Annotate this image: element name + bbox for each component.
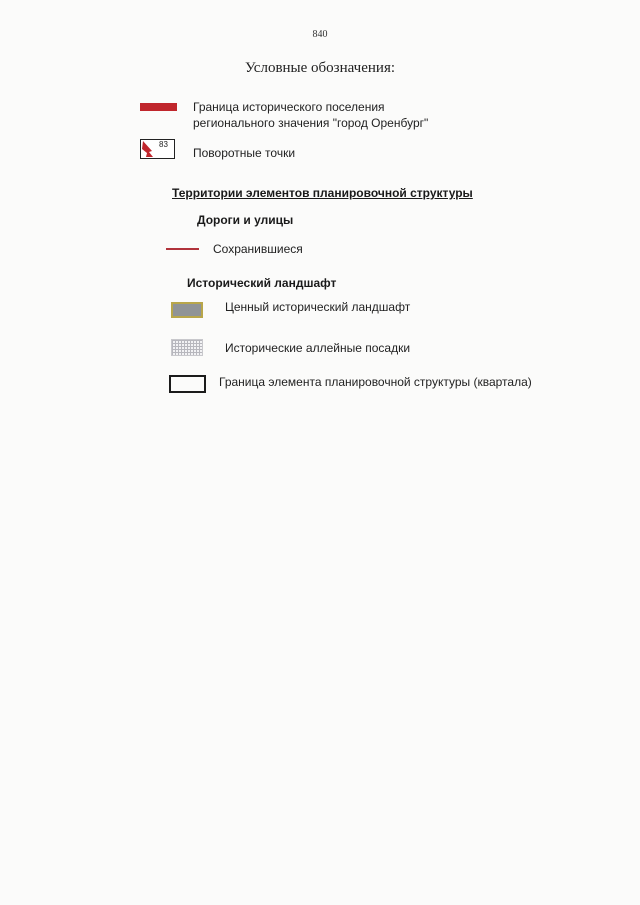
settlement-boundary-symbol — [140, 103, 177, 111]
roads-heading: Дороги и улицы — [197, 213, 294, 227]
page-number: 840 — [312, 29, 328, 40]
landscape-heading: Исторический ландшафт — [187, 276, 337, 290]
turning-point-number: 83 — [159, 140, 168, 149]
alley-plantings-symbol — [171, 339, 203, 356]
preserved-road-symbol — [166, 248, 199, 250]
legend-title: Условные обозначения: — [244, 60, 396, 76]
alley-plantings-label: Исторические аллейные посадки — [225, 341, 411, 355]
block-boundary-symbol — [169, 375, 206, 393]
settlement-boundary-label-line2: регионального значения "город Оренбург" — [193, 116, 429, 130]
turning-points-label: Поворотные точки — [193, 146, 296, 160]
valuable-landscape-symbol — [171, 302, 203, 318]
turning-point-icon — [140, 139, 175, 159]
valuable-landscape-label: Ценный исторический ландшафт — [225, 300, 411, 314]
preserved-roads-label: Сохранившиеся — [213, 242, 303, 256]
planning-structure-heading: Территории элементов планировочной структуры — [172, 186, 473, 200]
settlement-boundary-label-line1: Граница исторического поселения — [193, 100, 385, 114]
block-boundary-label: Граница элемента планировочной структуры (квартала) — [219, 375, 532, 389]
